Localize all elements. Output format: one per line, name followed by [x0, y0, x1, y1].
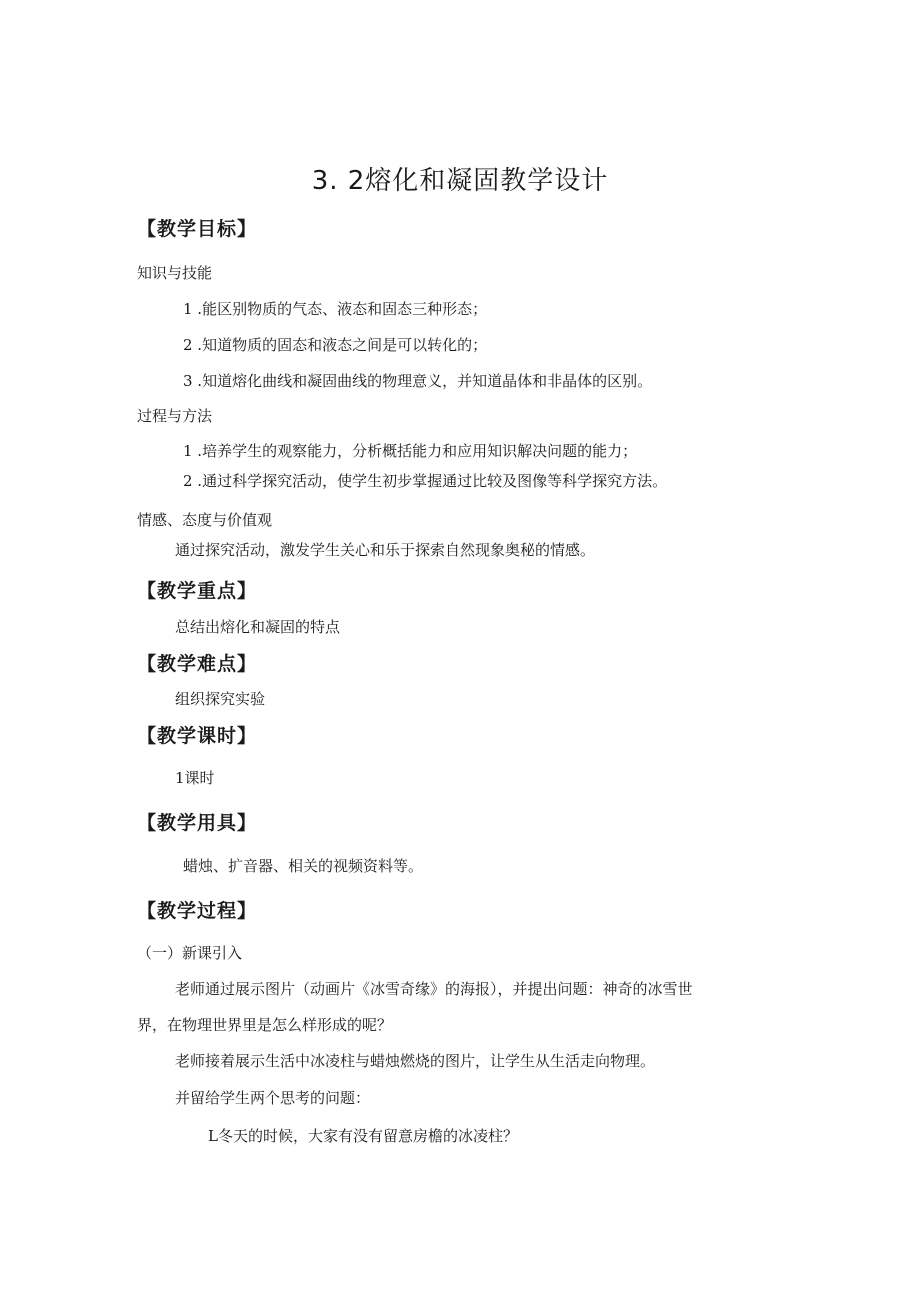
intro-para-3: 并留给学生两个思考的问题： — [175, 1089, 371, 1107]
intro-para-2: 老师接着展示生活中冰凌柱与蜡烛燃烧的图片，让学生从生活走向物理。 — [175, 1052, 656, 1070]
question-1: L冬天的时候，大家有没有留意房檐的冰凌柱？ — [208, 1127, 518, 1145]
heading-tools: 【教学用具】 — [137, 812, 258, 834]
hours-text: 1课时 — [175, 769, 215, 787]
knowledge-item-1: 1 .能区别物质的气态、液态和固态三种形态； — [183, 300, 488, 318]
label-knowledge: 知识与技能 — [137, 264, 213, 282]
heading-hours: 【教学课时】 — [137, 725, 258, 747]
difficulty-text: 组织探究实验 — [175, 690, 266, 708]
key-point-text: 总结出熔化和凝固的特点 — [175, 618, 341, 636]
process-item-1: 1 .培养学生的观察能力，分析概括能力和应用知识解决问题的能力； — [183, 442, 638, 460]
heading-difficulty: 【教学难点】 — [137, 653, 258, 675]
emotion-text: 通过探究活动，激发学生关心和乐于探索自然现象奥秘的情感。 — [175, 541, 596, 559]
intro-para-1-line-2: 界，在物理世界里是怎么样形成的呢？ — [137, 1016, 393, 1034]
heading-goals: 【教学目标】 — [137, 218, 258, 240]
label-emotion: 情感、态度与价值观 — [137, 511, 273, 529]
page-title: 3. 2熔化和凝固教学设计 — [311, 166, 609, 196]
heading-process: 【教学过程】 — [137, 900, 258, 922]
knowledge-item-2: 2 .知道物质的固态和液态之间是可以转化的； — [183, 336, 488, 354]
knowledge-item-3: 3 .知道熔化曲线和凝固曲线的物理意义，并知道晶体和非晶体的区别。 — [183, 372, 653, 390]
subsection-intro: （一）新课引入 — [137, 944, 243, 962]
intro-para-1-line-1: 老师通过展示图片（动画片《冰雪奇缘》的海报），并提出问题：神奇的冰雪世 — [175, 980, 693, 998]
tools-text: 蜡烛、扩音器、相关的视频资料等。 — [183, 857, 424, 875]
process-item-2: 2 .通过科学探究活动，使学生初步掌握通过比较及图像等科学探究方法。 — [183, 472, 668, 490]
heading-key-point: 【教学重点】 — [137, 580, 258, 602]
label-process-method: 过程与方法 — [137, 407, 213, 425]
